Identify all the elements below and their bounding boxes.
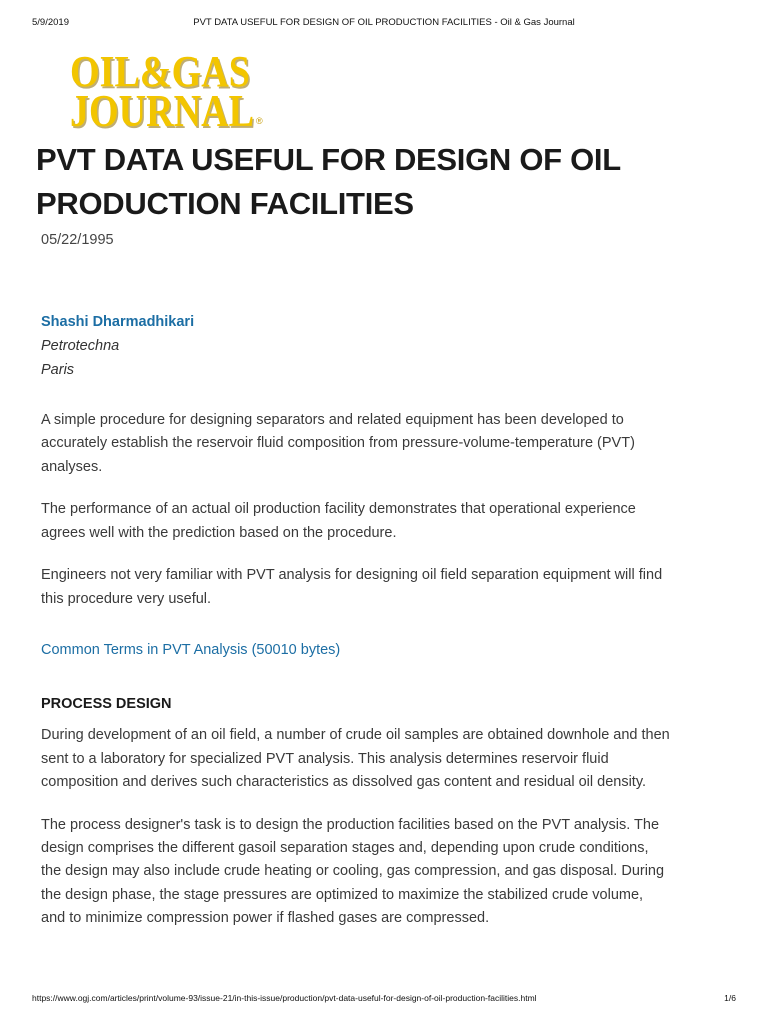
print-url: https://www.ogj.com/articles/print/volume-93/issue-21/in-this-issue/production/pvt-data-useful-for-design-of-oil-production-facilities.html: [32, 993, 537, 1003]
print-header: [32, 17, 736, 31]
registered-mark: ®: [256, 116, 263, 126]
article-body: [41, 409, 671, 950]
author-company: Petrotechna: [41, 338, 120, 354]
print-page-title: PVT DATA USEFUL FOR DESIGN OF OIL PRODUCTION FACILITIES - Oil & Gas Journal: [193, 17, 575, 28]
body-paragraph: The performance of an actual oil production facility demonstrates that operational experience agrees well with the prediction based on the procedure.: [41, 501, 636, 541]
author-city: Paris: [41, 362, 75, 378]
oil-gas-journal-logo[interactable]: [70, 50, 270, 134]
author-block: [41, 310, 194, 382]
print-date: 5/9/2019: [32, 17, 69, 28]
page-number: 1/6: [724, 993, 736, 1003]
logo-line2: JOURNAL: [70, 85, 254, 134]
pvt-terms-link[interactable]: Common Terms in PVT Analysis (50010 bytes): [41, 642, 341, 659]
logo-graphic: [70, 50, 270, 134]
article-title: [36, 138, 716, 226]
body-paragraph: During development of an oil field, a number of crude oil samples are obtained downhole and then sent to a laboratory for specialized PVT analysis. This analysis determines reservoir fluid composition and derives such characteristics as dissolved gas content and residual oil density.: [41, 727, 670, 790]
article-date: 05/22/1995: [41, 232, 114, 248]
section-heading: PROCESS DESIGN: [41, 696, 172, 713]
body-paragraph: The process designer's task is to design the production facilities based on the PVT analysis. The design comprises the different gasoil separation stages and, depending upon crude conditions, the design may also include crude heating or cooling, gas compression, and gas disposal. During the design phase, the stage pressures are optimized to maximize the stabilized crude volume, and to minimize compression power if flashed gases are compressed.: [41, 816, 665, 926]
article-title-line1: PVT DATA USEFUL FOR DESIGN OF OIL: [36, 142, 621, 177]
pvt-terms-link-paragraph: [41, 639, 671, 662]
article-title-line2: PRODUCTION FACILITIES: [36, 186, 414, 221]
author-name-link[interactable]: Shashi Dharmadhikari: [41, 314, 195, 330]
body-paragraph: Engineers not very familiar with PVT analysis for designing oil field separation equipment will find this procedure very useful.: [41, 567, 663, 607]
logo-line1: OIL&GAS: [70, 50, 250, 96]
body-paragraph: A simple procedure for designing separators and related equipment has been developed to accurately establish the reservoir fluid composition from pressure-volume-temperature (PVT) analyses.: [41, 412, 635, 475]
